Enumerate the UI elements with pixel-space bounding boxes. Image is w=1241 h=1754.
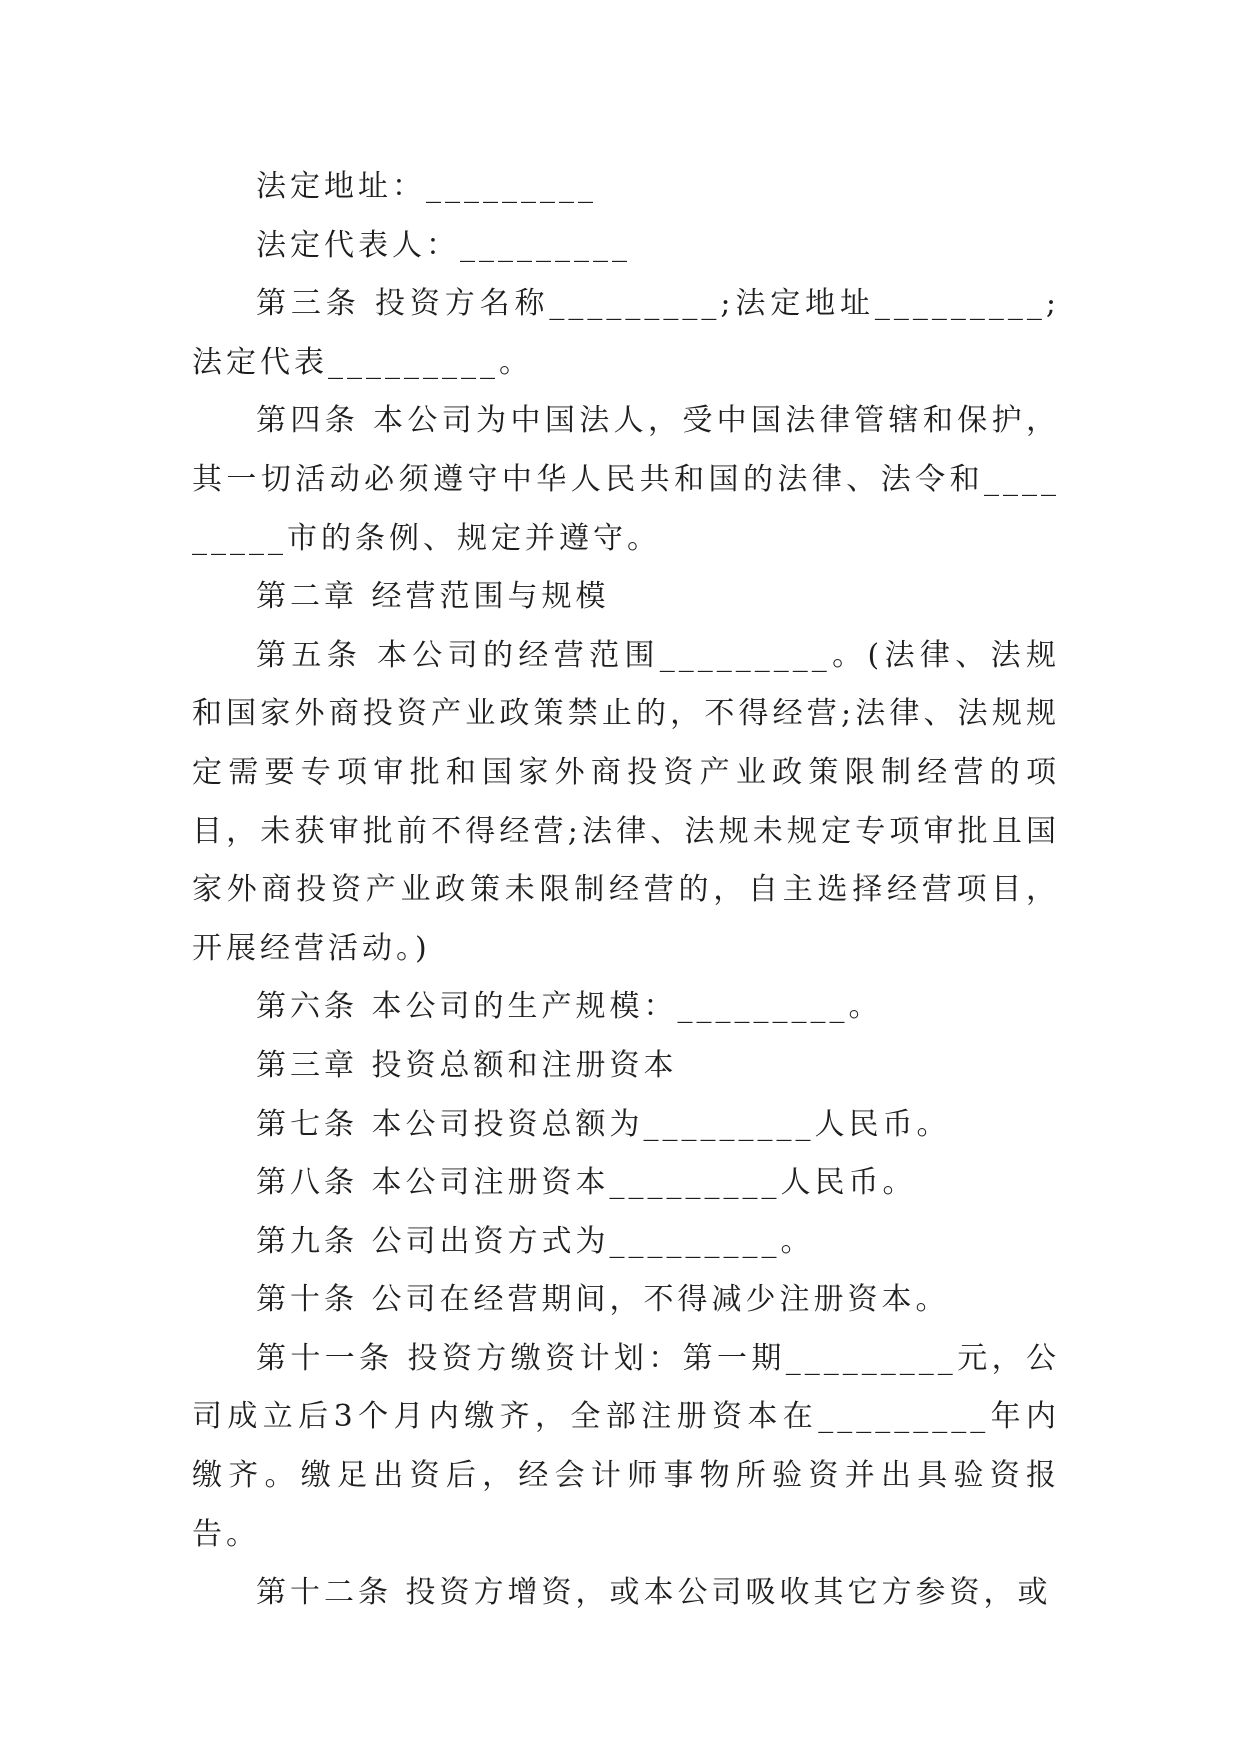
paragraph-article-7: 第七条 本公司投资总额为_________人民币。 — [256, 1106, 951, 1142]
paragraph-article-5: 第五条 本公司的经营范围_________。(法律、法规和国家外商投资产业政策禁止的，不得经营;法律、法规规定需要专项审批和国家外商投资产业政策限制经营的项目，未获审批前不得经营;法律、法规未规定专项审批且国家外商投资产业政策未限制经营的，自主选择经营项目，开展经营活动。) — [192, 637, 1060, 966]
paragraph-article-10: 第十条 公司在经营期间，不得减少注册资本。 — [256, 1282, 950, 1318]
paragraph-legal-representative: 法定代表人：_________ — [256, 227, 631, 263]
document-body — [192, 158, 1060, 1623]
heading-chapter-3: 第三章 投资总额和注册资本 — [256, 1047, 678, 1083]
paragraph-article-3: 第三条 投资方名称_________;法定地址_________;法定代表_________。 — [192, 286, 1060, 380]
paragraph-article-6: 第六条 本公司的生产规模：_________。 — [256, 989, 883, 1025]
heading-chapter-2: 第二章 经营范围与规模 — [256, 579, 610, 615]
paragraph-article-8: 第八条 本公司注册资本_________人民币。 — [256, 1165, 917, 1201]
paragraph-article-11: 第十一条 投资方缴资计划：第一期_________元，公司成立后3个月内缴齐，全部注册资本在_________年内缴齐。缴足出资后，经会计师事物所验资并出具验资报告。 — [192, 1340, 1060, 1552]
paragraph-legal-address: 法定地址：_________ — [256, 169, 597, 204]
paragraph-article-4: 第四条 本公司为中国法人，受中国法律管辖和保护，其一切活动必须遵守中华人民共和国的法律、法令和_________市的条例、规定并遵守。 — [192, 403, 1060, 556]
paragraph-article-12: 第十二条 投资方增资，或本公司吸收其它方参资，或 — [256, 1575, 1052, 1611]
paragraph-article-9: 第九条 公司出资方式为_________。 — [256, 1223, 815, 1259]
